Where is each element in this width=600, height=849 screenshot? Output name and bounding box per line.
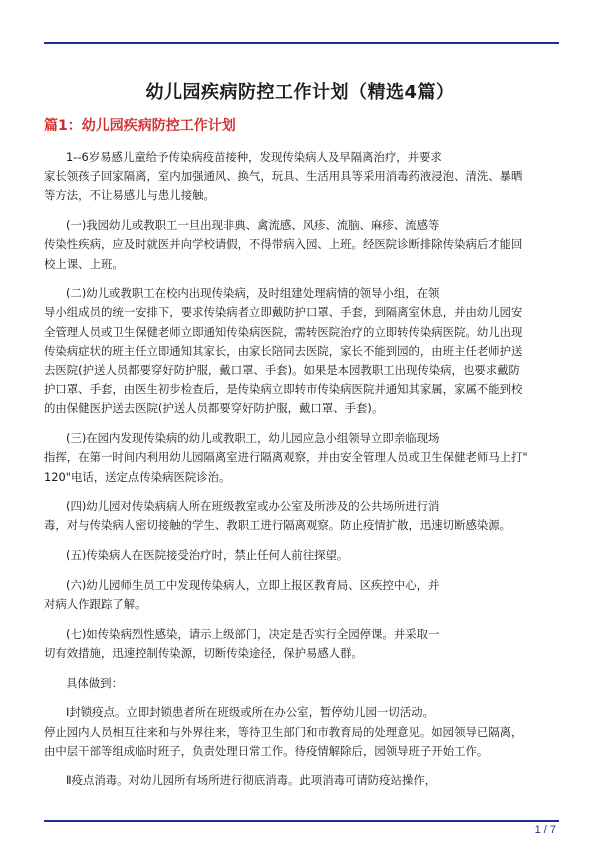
header-rule <box>44 42 559 44</box>
paragraph-line: 切有效措施，迅速控制传染源，切断传染途径，保护易感人群。 <box>44 645 363 660</box>
paragraph-line: (五)传染病人在医院接受治疗时，禁止任何人前往探望。 <box>66 548 349 563</box>
paragraph-line: 等方法，不让易感儿与患儿接触。 <box>44 188 215 203</box>
paragraph-line: 校上课、上班。 <box>44 256 124 271</box>
paragraph <box>44 674 564 693</box>
paragraph-line: Ⅰ封锁疫点。立即封锁患者所在班级或所在办公室，暂停幼儿园一切活动。 <box>66 705 434 720</box>
paragraph-line: 护口罩、手套，由医生初步检查后，是传染病立即转市传染病医院并通知其家属，家属不能到校 <box>44 382 523 397</box>
paragraph-line: Ⅱ疫点消毒。对幼儿园所有场所进行彻底消毒。此项消毒可请防疫站操作， <box>66 773 437 788</box>
paragraph <box>44 284 564 418</box>
paragraph-line: 的由保健医护送去医院(护送人员都要穿好防护服，戴口罩、手套)。 <box>44 401 384 416</box>
paragraph-line: 1--6岁易感儿童给予传染病疫苗接种，发现传染病人及早隔离治疗，并要求 <box>66 150 442 164</box>
document-title: 幼儿园疾病防控工作计划（精选4篇） <box>145 82 455 103</box>
paragraph-line: 对病人作跟踪了解。 <box>44 597 147 612</box>
paragraph-line: 120"电话，送定点传染病医院诊治。 <box>44 469 231 484</box>
paragraph <box>44 625 564 663</box>
paragraph-line: (三)在园内发现传染病的幼儿或教职工，幼儿园应急小组领导立即亲临现场 <box>66 431 440 446</box>
paragraph <box>44 216 564 274</box>
paragraph-line: 全管理人员或卫生保健老师立即通知传染病医院，需转医院治疗的立即转传染病医院。幼儿出现 <box>44 324 523 339</box>
paragraph-line: (四)幼儿园对传染病病人所在班级教室或办公室及所涉及的公共场所进行消 <box>66 499 440 514</box>
paragraph <box>44 148 564 206</box>
paragraph-line: 导小组成员的统一安排下，要求传染病者立即戴防护口罩、手套，到隔离室休息，并由幼儿园安 <box>44 305 523 320</box>
paragraph <box>44 771 564 790</box>
paragraph-line: 去医院(护送人员都要穿好防护服，戴口罩、手套)。如果是本园教职工出现传染病，也要求戴防 <box>44 363 520 378</box>
paragraph-line: 具体做到： <box>66 675 123 690</box>
paragraph <box>44 497 564 535</box>
paragraph-line: 由中层干部等组成临时班子，负责处理日常工作。待疫情解除后，园领导班子开始工作。 <box>44 743 489 758</box>
paragraph-line: 毒，对与传染病人密切接触的学生、教职工进行隔离观察。防止疫情扩散，迅速切断感染源。 <box>44 518 512 533</box>
paragraph <box>44 576 564 614</box>
section-heading: 篇1：幼儿园疾病防控工作计划 <box>44 118 236 134</box>
paragraph-line: 停止园内人员相互往来和与外界往来，等待卫生部门和市教育局的处理意见。如园领导已隔离， <box>44 724 523 739</box>
page-number: 1 / 7 <box>534 824 556 836</box>
paragraph-line: (一)我园幼儿或教职工一旦出现非典、禽流感、风疹、流脑、麻疹、流感等 <box>66 218 440 233</box>
paragraph-line: (二)幼儿或教职工在校内出现传染病，及时组建处理病情的领导小组，在领 <box>66 286 440 301</box>
footer-rule <box>44 820 559 822</box>
paragraph-line: 指挥，在第一时间内利用幼儿园隔离室进行隔离观察，并由安全管理人员或卫生保健老师马上打" <box>44 450 528 465</box>
document-body <box>44 148 564 801</box>
paragraph-line: 传染病症状的班主任立即通知其家长，由家长陪同去医院，家长不能到园的，由班主任老师护送 <box>44 343 523 358</box>
paragraph <box>44 429 564 487</box>
paragraph-line: 家长领孩子回家隔离，室内加强通风、换气，玩具、生活用具等采用消毒药液浸泡、清洗、暴晒 <box>44 169 523 184</box>
paragraph-line: 传染性疾病，应及时就医并向学校请假，不得带病入园、上班。经医院诊断排除传染病后才能回 <box>44 237 523 252</box>
paragraph <box>44 546 564 565</box>
paragraph-line: (六)幼儿园师生员工中发现传染病人，立即上报区教育局、区疾控中心，并 <box>66 577 440 592</box>
paragraph-line: (七)如传染病烈性感染，请示上级部门，决定是否实行全园停课。并采取一 <box>66 626 440 641</box>
paragraph <box>44 703 564 761</box>
